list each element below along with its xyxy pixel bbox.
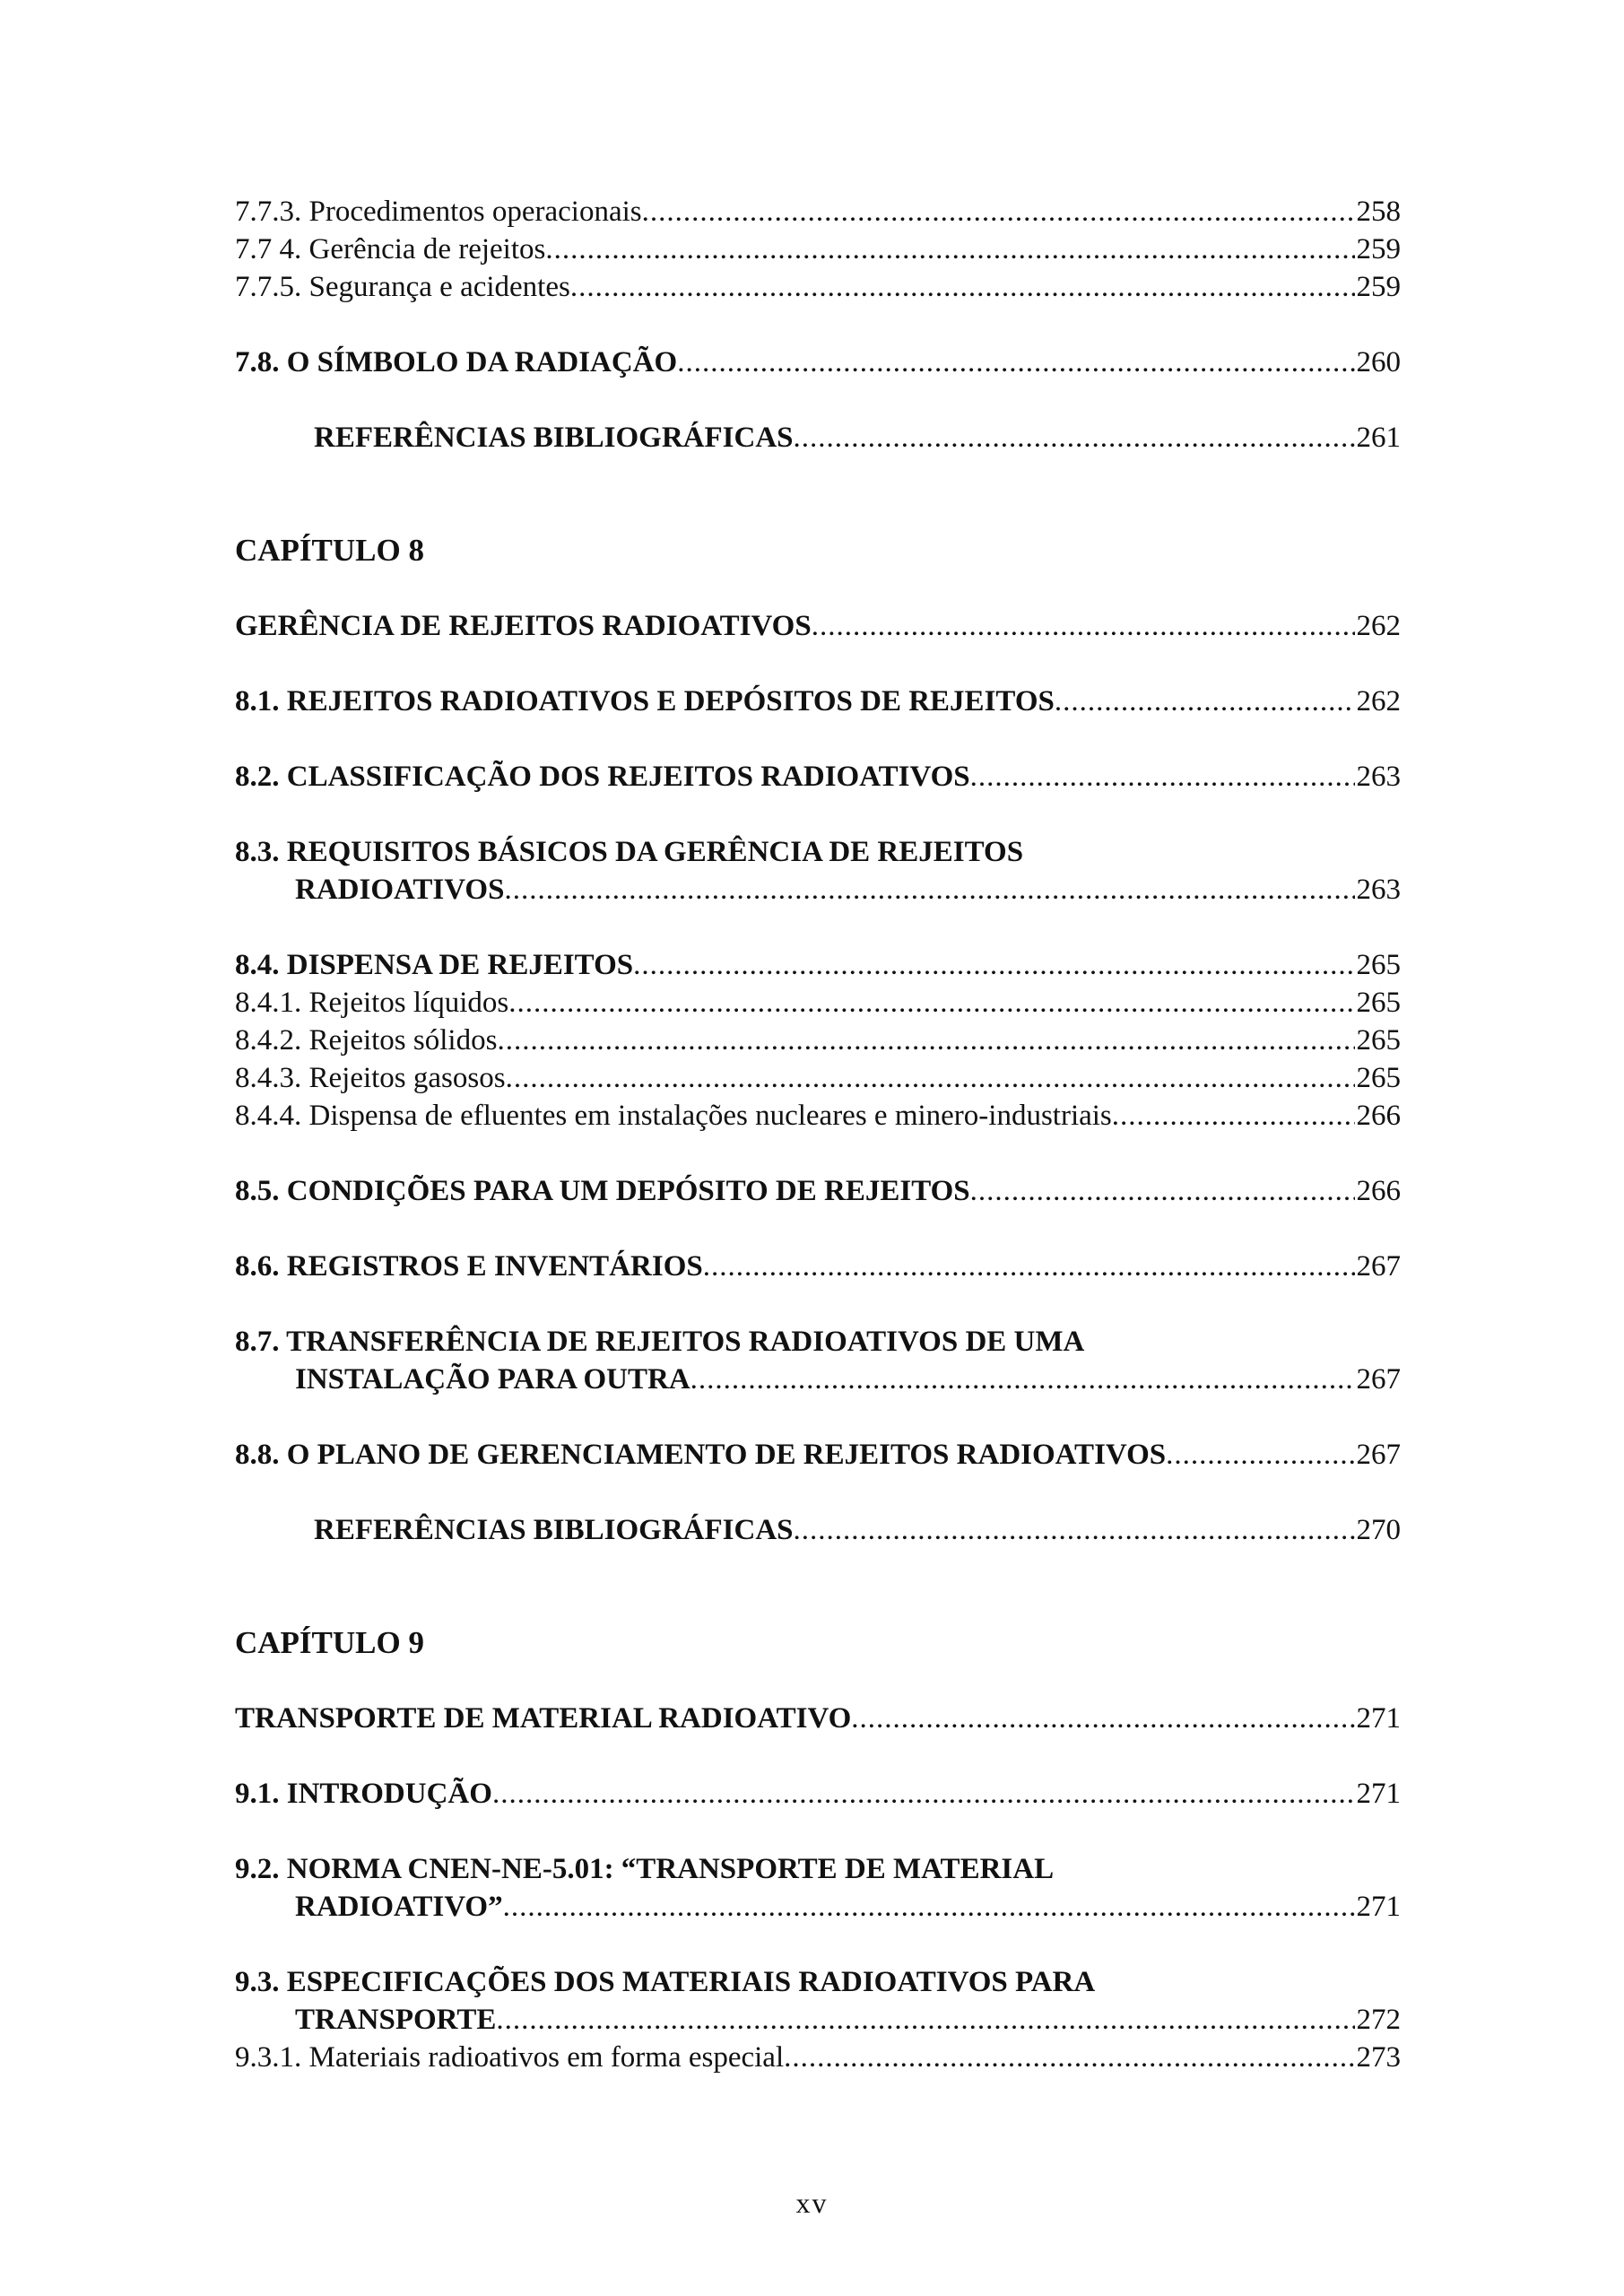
toc-entry-label: RADIOATIVO” [295, 1891, 503, 1923]
toc-entry-label: 7.8. O SÍMBOLO DA RADIAÇÃO [235, 346, 678, 378]
toc-entry-label: 9.3.1. Materiais radioativos em forma especial [235, 2041, 785, 2074]
toc-entry-label: 8.2. CLASSIFICAÇÃO DOS REJEITOS RADIOATIVOS [235, 761, 970, 793]
toc-page-number: 265 [1356, 1024, 1401, 1057]
toc-page-number: 266 [1356, 1175, 1401, 1207]
toc-entry-label: RADIOATIVOS [295, 874, 505, 906]
toc-page-number: 262 [1356, 685, 1401, 718]
dot-leader [1166, 1435, 1354, 1474]
chapter-heading: CAPÍTULO 9 [235, 1625, 424, 1660]
toc-section-entry [235, 945, 1401, 985]
toc-entry [235, 192, 1401, 231]
dot-leader [545, 230, 1354, 269]
toc-section-entry [235, 343, 1401, 382]
toc-entry [235, 1096, 1401, 1135]
toc-page-number: 263 [1356, 761, 1401, 793]
toc-page-number: 265 [1356, 949, 1401, 981]
dot-leader [492, 1774, 1355, 1813]
dot-leader [506, 1058, 1355, 1098]
toc-page-number: 265 [1356, 1062, 1401, 1094]
toc-section-entry [235, 1360, 1401, 1399]
toc-page-number: 272 [1356, 2004, 1401, 2036]
toc-entry-label: REFERÊNCIAS BIBLIOGRÁFICAS [314, 1514, 794, 1546]
dot-leader [851, 1699, 1354, 1738]
toc-entry-label: 7.7.3. Procedimentos operacionais [235, 196, 642, 228]
toc-entry-label: 8.4.1. Rejeitos líquidos [235, 987, 509, 1019]
toc-entry [235, 983, 1401, 1022]
toc-page-number: 263 [1356, 874, 1401, 906]
toc-section-title-line: 9.2. NORMA CNEN-NE-5.01: “TRANSPORTE DE MATERIAL [235, 1853, 1055, 1885]
toc-page-number: 271 [1356, 1778, 1401, 1810]
toc-page-number: 267 [1356, 1439, 1401, 1471]
toc-entry-label: 8.4.2. Rejeitos sólidos [235, 1024, 498, 1057]
toc-entry [235, 267, 1401, 307]
dot-leader [794, 418, 1355, 457]
dot-leader [1112, 1096, 1355, 1135]
toc-page-number: 270 [1356, 1514, 1401, 1546]
toc-entry-label: 8.1. REJEITOS RADIOATIVOS E DEPÓSITOS DE REJEITOS [235, 685, 1055, 718]
toc-section-title-line: 9.3. ESPECIFICAÇÕES DOS MATERIAIS RADIOATIVOS PARA [235, 1966, 1096, 1998]
dot-leader [496, 2000, 1354, 2039]
toc-page-number: 262 [1356, 610, 1401, 642]
toc-entry [235, 2038, 1401, 2077]
dot-leader [497, 1021, 1354, 1060]
toc-entry-label: 7.7.5. Segurança e acidentes [235, 271, 570, 303]
toc-entry-label: REFERÊNCIAS BIBLIOGRÁFICAS [314, 422, 794, 454]
toc-page-number: 258 [1356, 196, 1401, 228]
toc-entry-label: INSTALAÇÃO PARA OUTRA [295, 1363, 690, 1396]
toc-section-entry [235, 870, 1401, 909]
dot-leader [570, 267, 1355, 307]
dot-leader [642, 192, 1355, 231]
toc-entry-label: 9.1. INTRODUÇÃO [235, 1778, 492, 1810]
chapter-heading: CAPÍTULO 8 [235, 533, 424, 568]
toc-page-number: 266 [1356, 1100, 1401, 1132]
toc-section-entry [235, 1435, 1401, 1474]
toc-entry-label: 8.4. DISPENSA DE REJEITOS [235, 949, 634, 981]
toc-entry [235, 1021, 1401, 1060]
toc-section-title-line: 8.3. REQUISITOS BÁSICOS DA GERÊNCIA DE REJEITOS [235, 836, 1024, 868]
dot-leader [794, 1510, 1355, 1550]
toc-entry-label: TRANSPORTE [295, 2004, 497, 2036]
toc-page-number: 261 [1356, 422, 1401, 454]
dot-leader [503, 1887, 1355, 1926]
toc-entry-label: 8.8. O PLANO DE GERENCIAMENTO DE REJEITOS RADIOATIVOS [235, 1439, 1167, 1471]
toc-section-entry [235, 757, 1401, 796]
toc-chapter-entry [235, 606, 1401, 646]
dot-leader [812, 606, 1355, 646]
toc-entry-label: 7.7 4. Gerência de rejeitos [235, 233, 546, 265]
toc-section-entry [235, 1774, 1401, 1813]
dot-leader [690, 1360, 1355, 1399]
dot-leader [677, 343, 1354, 382]
toc-page-number: 273 [1356, 2041, 1401, 2074]
toc-entry-label: TRANSPORTE DE MATERIAL RADIOATIVO [235, 1702, 852, 1735]
toc-page-number: 267 [1356, 1250, 1401, 1283]
toc-page-number: 259 [1356, 233, 1401, 265]
toc-section-entry [235, 1887, 1401, 1926]
toc-section-title-line: 8.7. TRANSFERÊNCIA DE REJEITOS RADIOATIVOS DE UMA [235, 1326, 1085, 1358]
toc-section-entry [235, 1171, 1401, 1211]
toc-references-entry [235, 1510, 1401, 1550]
toc-section-entry [235, 1247, 1401, 1286]
dot-leader [970, 1171, 1355, 1211]
page-folio: xv [795, 2187, 829, 2219]
toc-page-number: 267 [1356, 1363, 1401, 1396]
dot-leader [784, 2038, 1354, 2077]
dot-leader [970, 757, 1355, 796]
toc-page-number: 265 [1356, 987, 1401, 1019]
toc-chapter-entry [235, 1699, 1401, 1738]
toc-entry-label: 8.4.3. Rejeitos gasosos [235, 1062, 506, 1094]
toc-page-number: 259 [1356, 271, 1401, 303]
toc-page-number: 271 [1356, 1891, 1401, 1923]
toc-entry-label: 8.4.4. Dispensa de efluentes em instalações nucleares e minero-industriais [235, 1100, 1112, 1132]
toc-page-number: 271 [1356, 1702, 1401, 1735]
toc-entry-label: GERÊNCIA DE REJEITOS RADIOATIVOS [235, 610, 812, 642]
dot-leader [633, 945, 1354, 985]
toc-page-number: 260 [1356, 346, 1401, 378]
toc-references-entry [235, 418, 1401, 457]
dot-leader [508, 983, 1354, 1022]
dot-leader [703, 1247, 1355, 1286]
toc-entry [235, 230, 1401, 269]
toc-entry-label: 8.5. CONDIÇÕES PARA UM DEPÓSITO DE REJEITOS [235, 1175, 970, 1207]
dot-leader [1055, 682, 1355, 721]
toc-entry-label: 8.6. REGISTROS E INVENTÁRIOS [235, 1250, 703, 1283]
toc-entry [235, 1058, 1401, 1098]
dot-leader [504, 870, 1354, 909]
toc-section-entry [235, 2000, 1401, 2039]
toc-section-entry [235, 682, 1401, 721]
